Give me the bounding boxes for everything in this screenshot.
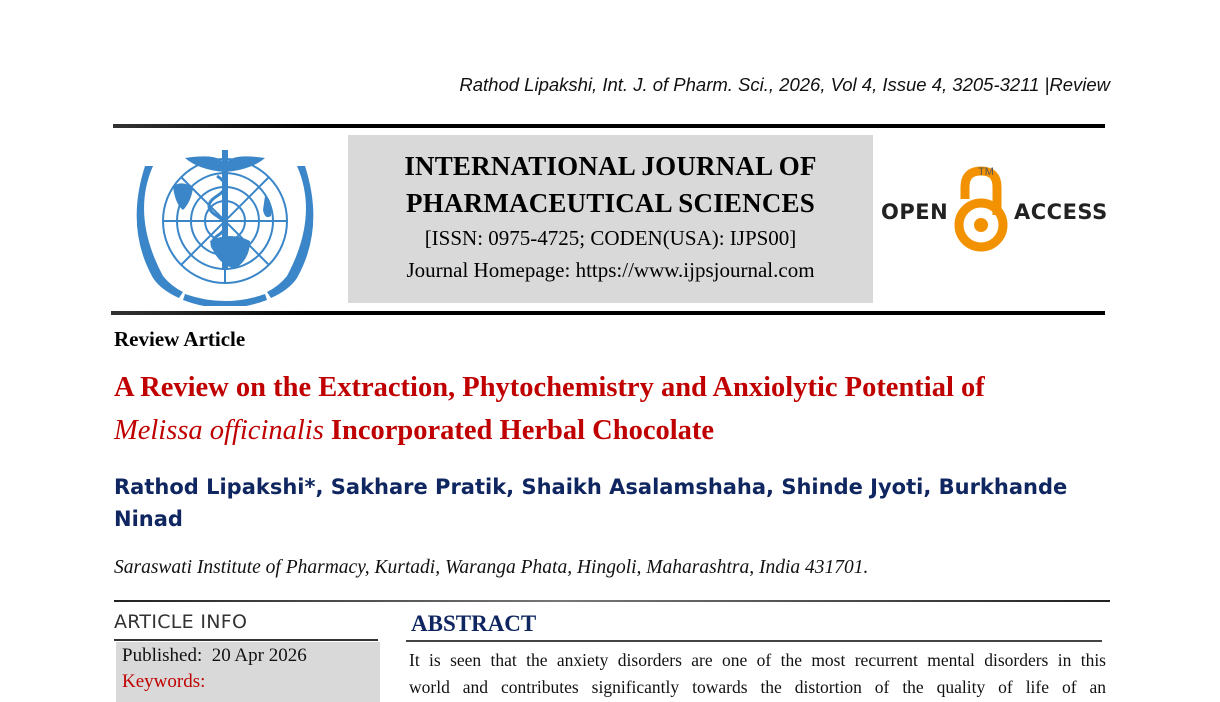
- paper-title: [114, 366, 1114, 452]
- journal-emblem-icon: [125, 136, 325, 306]
- keywords-label: Keywords:: [122, 671, 206, 692]
- article-info-heading: ARTICLE INFO: [114, 611, 248, 633]
- paper-title-part1: A Review on the Extraction, Phytochemistry and Anxiolytic Potential of: [114, 372, 985, 403]
- author-list-line2: Ninad: [114, 507, 183, 531]
- running-header-citation: Rathod Lipakshi, Int. J. of Pharm. Sci., 2026, Vol 4, Issue 4, 3205-3211 |Review: [459, 74, 1110, 95]
- author-list: [114, 471, 1114, 535]
- journal-title-line1: INTERNATIONAL JOURNAL OF: [404, 151, 817, 181]
- author-affiliation: Saraswati Institute of Pharmacy, Kurtadi, Waranga Phata, Hingoli, Maharashtra, India 431701.: [114, 557, 869, 578]
- journal-issn: [ISSN: 0975-4725; CODEN(USA): IJPS00]: [424, 226, 797, 250]
- masthead-bottom-rule: [111, 311, 1105, 315]
- journal-masthead-box: [348, 135, 873, 303]
- open-access-word-access: ACCESS: [1014, 200, 1108, 224]
- abstract-line: It is seen that the anxiety disorders are one of the most recurrent mental disorders in this: [409, 650, 1106, 670]
- abstract-body: [409, 647, 1106, 701]
- published-date: [122, 645, 307, 667]
- open-access-word-open: OPEN: [881, 200, 949, 224]
- paper-title-species: Melissa officinalis: [114, 415, 324, 446]
- open-padlock-icon: [951, 165, 1011, 255]
- open-access-logo: [878, 160, 1110, 255]
- open-access-trademark: TM: [978, 166, 994, 178]
- masthead-top-rule: [113, 124, 1105, 128]
- journal-title-line2: PHARMACEUTICAL SCIENCES: [406, 188, 815, 218]
- abstract-line: world and contributes significantly towards the distortion of the quality of life of an: [409, 677, 1106, 697]
- author-list-line1: Rathod Lipakshi*, Sakhare Pratik, Shaikh Asalamshaha, Shinde Jyoti, Burkhande: [114, 475, 1068, 499]
- section-divider: [114, 600, 1110, 602]
- article-info-rule: [114, 639, 378, 641]
- abstract-rule: [406, 640, 1102, 642]
- published-value: 20 Apr 2026: [211, 645, 307, 666]
- published-label: Published:: [122, 645, 203, 666]
- paper-title-part2: Incorporated Herbal Chocolate: [323, 415, 715, 446]
- journal-homepage: Journal Homepage: https://www.ijpsjournal.com: [406, 258, 815, 282]
- abstract-heading: ABSTRACT: [411, 611, 537, 636]
- article-type-label: Review Article: [114, 327, 246, 351]
